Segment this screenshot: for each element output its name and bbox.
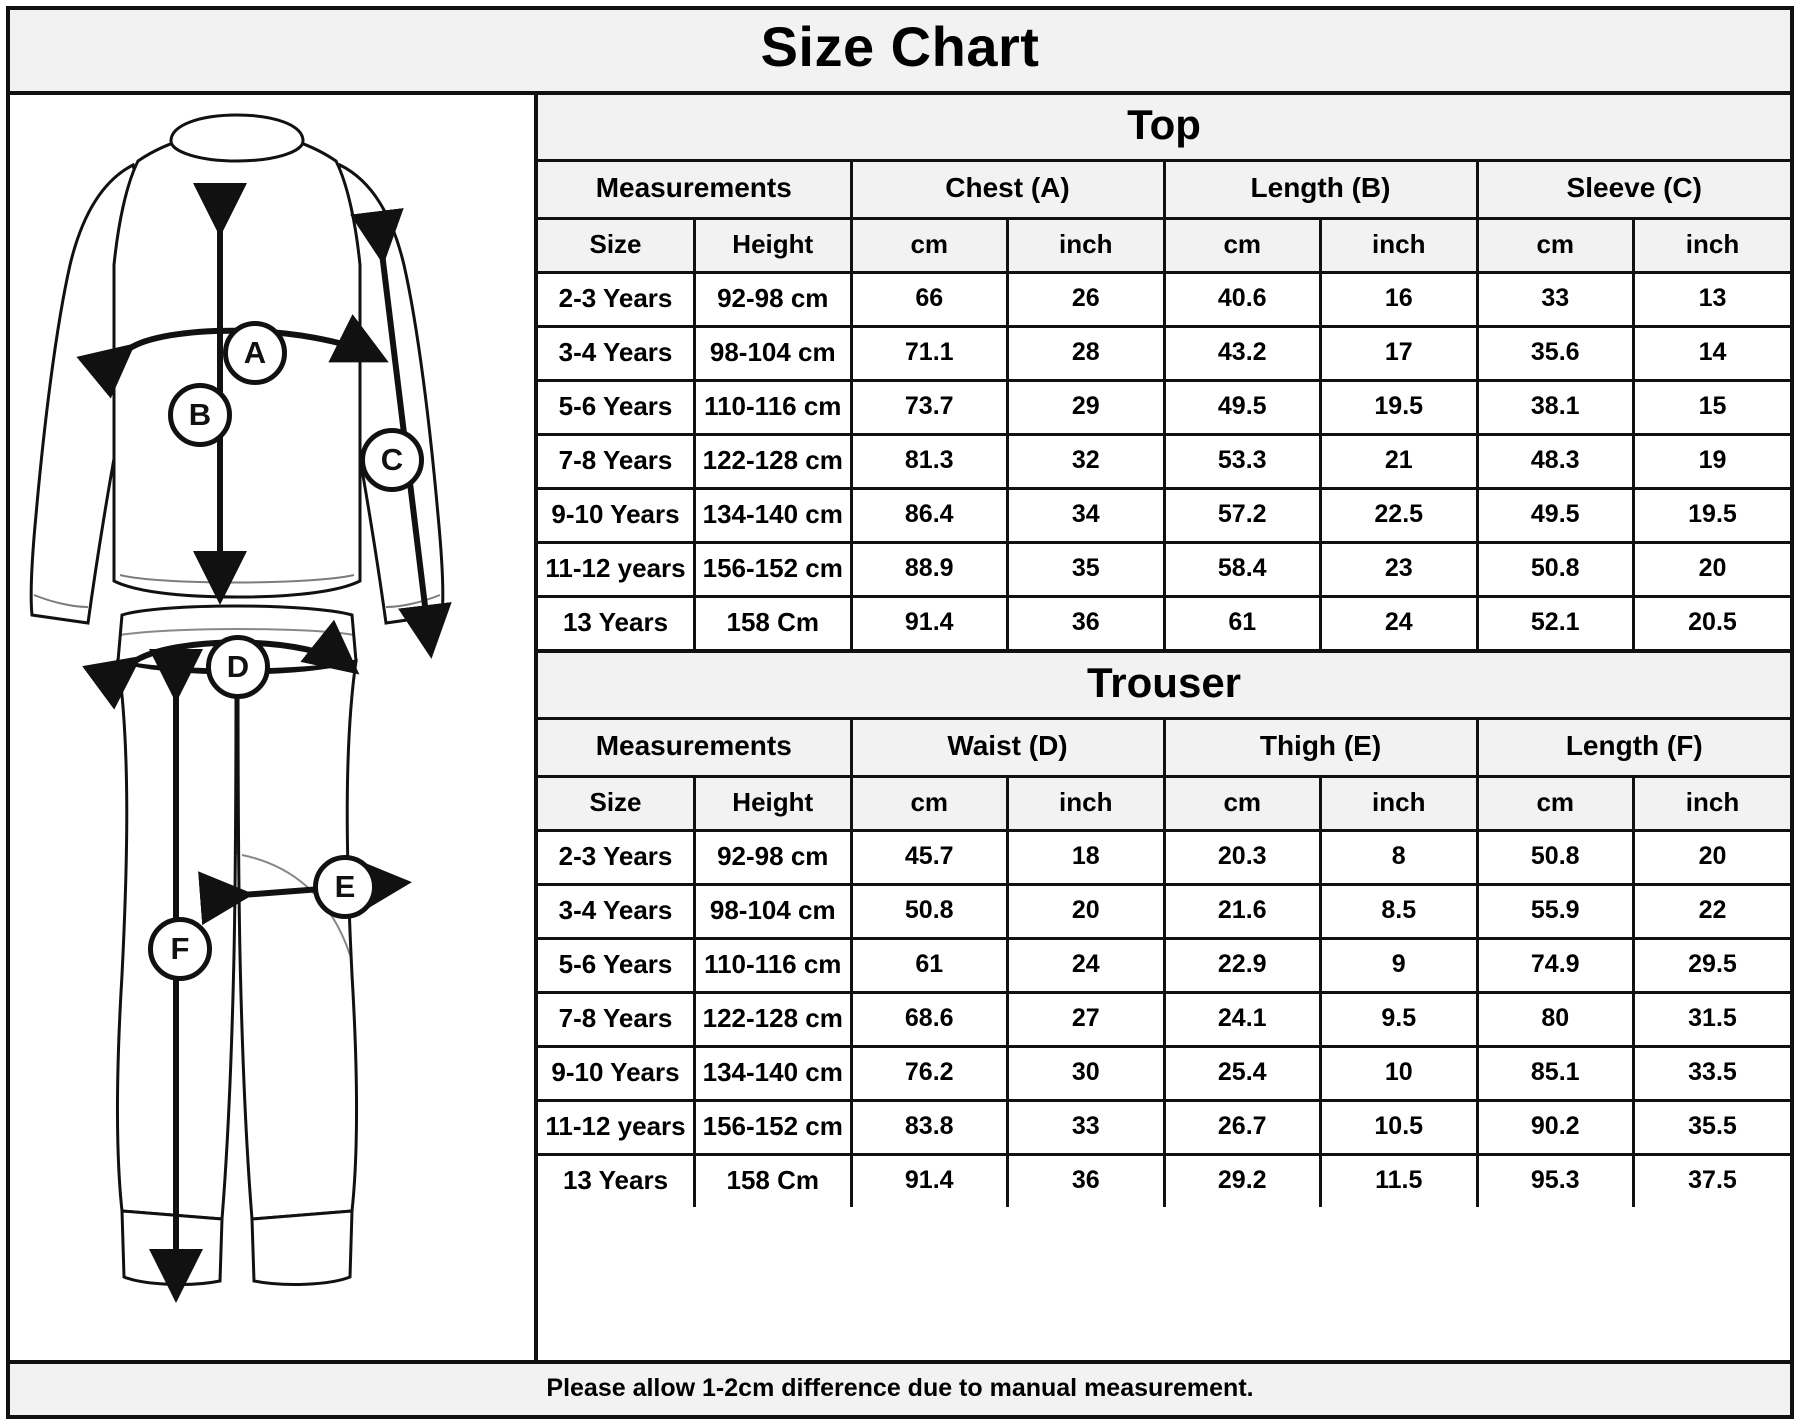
cell-thigh-cm: 22.9	[1164, 938, 1321, 992]
cell-length-cm: 40.6	[1164, 272, 1321, 326]
cell-chest-inch: 35	[1008, 542, 1165, 596]
chart-frame	[6, 6, 1794, 1419]
cell-sleeve-inch: 20.5	[1634, 596, 1791, 649]
cell-length-cm: 57.2	[1164, 488, 1321, 542]
table-row	[538, 938, 1790, 992]
cell-waist-cm: 91.4	[851, 1154, 1008, 1207]
sub-length-inch: inch	[1321, 218, 1478, 272]
cell-chest-cm: 88.9	[851, 542, 1008, 596]
table-group-header-row	[538, 720, 1790, 777]
cell-length-cm: 80	[1477, 992, 1634, 1046]
cell-chest-inch: 28	[1008, 326, 1165, 380]
group-length: Length (F)	[1477, 720, 1790, 777]
group-measurements: Measurements	[538, 720, 851, 777]
top-size-table	[538, 162, 1790, 649]
cell-chest-inch: 36	[1008, 596, 1165, 649]
table-row	[538, 434, 1790, 488]
sub-thigh-inch: inch	[1321, 776, 1478, 830]
cell-size: 2-3 Years	[538, 272, 695, 326]
group-thigh: Thigh (E)	[1164, 720, 1477, 777]
cell-height: 156-152 cm	[695, 1100, 852, 1154]
cell-length-inch: 35.5	[1634, 1100, 1791, 1154]
table-row	[538, 542, 1790, 596]
cell-height: 134-140 cm	[695, 1046, 852, 1100]
cell-chest-cm: 66	[851, 272, 1008, 326]
table-row	[538, 488, 1790, 542]
table-sub-header-row	[538, 776, 1790, 830]
group-chest: Chest (A)	[851, 162, 1164, 219]
cell-size: 5-6 Years	[538, 380, 695, 434]
cell-chest-inch: 29	[1008, 380, 1165, 434]
cell-size: 2-3 Years	[538, 830, 695, 884]
cell-length-inch: 23	[1321, 542, 1478, 596]
cell-chest-inch: 34	[1008, 488, 1165, 542]
measure-badge-b: B	[168, 383, 232, 447]
sub-length-inch: inch	[1634, 776, 1791, 830]
cell-size: 7-8 Years	[538, 992, 695, 1046]
table-row	[538, 1046, 1790, 1100]
cell-length-inch: 31.5	[1634, 992, 1791, 1046]
cell-sleeve-inch: 19.5	[1634, 488, 1791, 542]
cell-thigh-inch: 9	[1321, 938, 1478, 992]
sub-sleeve-inch: inch	[1634, 218, 1791, 272]
sub-size: Size	[538, 776, 695, 830]
cell-size: 7-8 Years	[538, 434, 695, 488]
cell-thigh-inch: 10.5	[1321, 1100, 1478, 1154]
sub-size: Size	[538, 218, 695, 272]
measure-badge-e: E	[313, 855, 377, 919]
cell-length-inch: 37.5	[1634, 1154, 1791, 1207]
cell-height: 122-128 cm	[695, 992, 852, 1046]
cell-thigh-inch: 11.5	[1321, 1154, 1478, 1207]
cell-chest-cm: 71.1	[851, 326, 1008, 380]
table-row	[538, 1100, 1790, 1154]
sub-length-cm: cm	[1477, 776, 1634, 830]
group-length: Length (B)	[1164, 162, 1477, 219]
sub-chest-cm: cm	[851, 218, 1008, 272]
cell-height: 110-116 cm	[695, 380, 852, 434]
cell-chest-inch: 26	[1008, 272, 1165, 326]
page-title: Size Chart	[760, 15, 1040, 78]
cell-height: 122-128 cm	[695, 434, 852, 488]
cell-length-cm: 95.3	[1477, 1154, 1634, 1207]
cell-sleeve-cm: 48.3	[1477, 434, 1634, 488]
cell-length-cm: 49.5	[1164, 380, 1321, 434]
cell-length-inch: 22.5	[1321, 488, 1478, 542]
cell-length-cm: 85.1	[1477, 1046, 1634, 1100]
cell-waist-cm: 50.8	[851, 884, 1008, 938]
cell-waist-inch: 33	[1008, 1100, 1165, 1154]
cell-size: 13 Years	[538, 1154, 695, 1207]
measure-badge-d: D	[206, 635, 270, 699]
sub-waist-cm: cm	[851, 776, 1008, 830]
cell-height: 158 Cm	[695, 1154, 852, 1207]
cell-length-cm: 90.2	[1477, 1100, 1634, 1154]
cell-height: 98-104 cm	[695, 884, 852, 938]
cell-waist-cm: 83.8	[851, 1100, 1008, 1154]
cell-height: 98-104 cm	[695, 326, 852, 380]
cell-length-cm: 58.4	[1164, 542, 1321, 596]
cell-sleeve-cm: 49.5	[1477, 488, 1634, 542]
cell-chest-cm: 81.3	[851, 434, 1008, 488]
cell-sleeve-inch: 19	[1634, 434, 1791, 488]
cell-thigh-inch: 8	[1321, 830, 1478, 884]
cell-sleeve-inch: 13	[1634, 272, 1791, 326]
cell-height: 158 Cm	[695, 596, 852, 649]
sub-waist-inch: inch	[1008, 776, 1165, 830]
cell-chest-cm: 86.4	[851, 488, 1008, 542]
cell-thigh-cm: 21.6	[1164, 884, 1321, 938]
tables-column	[538, 95, 1790, 1360]
sub-height: Height	[695, 776, 852, 830]
cell-length-inch: 16	[1321, 272, 1478, 326]
cell-sleeve-cm: 38.1	[1477, 380, 1634, 434]
sub-thigh-cm: cm	[1164, 776, 1321, 830]
cell-thigh-cm: 26.7	[1164, 1100, 1321, 1154]
table-row	[538, 830, 1790, 884]
garment-drawing	[10, 95, 534, 1335]
measure-badge-c: C	[360, 428, 424, 492]
measure-badge-f: F	[148, 917, 212, 981]
cell-waist-inch: 20	[1008, 884, 1165, 938]
section-title-trouser: Trouser	[538, 649, 1790, 720]
cell-sleeve-inch: 14	[1634, 326, 1791, 380]
cell-chest-inch: 32	[1008, 434, 1165, 488]
cell-waist-inch: 18	[1008, 830, 1165, 884]
cell-thigh-cm: 29.2	[1164, 1154, 1321, 1207]
cell-length-inch: 33.5	[1634, 1046, 1791, 1100]
cell-length-inch: 17	[1321, 326, 1478, 380]
table-row	[538, 380, 1790, 434]
cell-length-cm: 53.3	[1164, 434, 1321, 488]
table-group-header-row	[538, 162, 1790, 219]
cell-waist-cm: 61	[851, 938, 1008, 992]
cell-waist-inch: 24	[1008, 938, 1165, 992]
cell-chest-cm: 91.4	[851, 596, 1008, 649]
cell-size: 3-4 Years	[538, 326, 695, 380]
cell-length-cm: 61	[1164, 596, 1321, 649]
cell-size: 11-12 years	[538, 542, 695, 596]
cell-sleeve-cm: 52.1	[1477, 596, 1634, 649]
cell-size: 5-6 Years	[538, 938, 695, 992]
table-row	[538, 596, 1790, 649]
cell-size: 3-4 Years	[538, 884, 695, 938]
group-measurements: Measurements	[538, 162, 851, 219]
garment-illustration	[10, 95, 538, 1360]
cell-waist-inch: 36	[1008, 1154, 1165, 1207]
cell-length-inch: 20	[1634, 830, 1791, 884]
trouser-table-wrap	[538, 720, 1790, 1207]
cell-thigh-inch: 8.5	[1321, 884, 1478, 938]
cell-thigh-cm: 24.1	[1164, 992, 1321, 1046]
group-sleeve: Sleeve (C)	[1477, 162, 1790, 219]
cell-thigh-inch: 9.5	[1321, 992, 1478, 1046]
cell-sleeve-inch: 15	[1634, 380, 1791, 434]
cell-thigh-cm: 20.3	[1164, 830, 1321, 884]
cell-thigh-cm: 25.4	[1164, 1046, 1321, 1100]
cell-height: 110-116 cm	[695, 938, 852, 992]
cell-length-cm: 43.2	[1164, 326, 1321, 380]
top-table-wrap	[538, 162, 1790, 649]
cell-length-cm: 50.8	[1477, 830, 1634, 884]
cell-length-inch: 21	[1321, 434, 1478, 488]
cell-thigh-inch: 10	[1321, 1046, 1478, 1100]
cell-height: 92-98 cm	[695, 272, 852, 326]
measure-badge-a: A	[223, 321, 287, 385]
cell-length-cm: 55.9	[1477, 884, 1634, 938]
cell-waist-cm: 45.7	[851, 830, 1008, 884]
section-title-top: Top	[538, 95, 1790, 162]
trouser-size-table	[538, 720, 1790, 1207]
title-bar	[10, 10, 1790, 95]
cell-sleeve-cm: 50.8	[1477, 542, 1634, 596]
cell-sleeve-cm: 35.6	[1477, 326, 1634, 380]
cell-length-cm: 74.9	[1477, 938, 1634, 992]
cell-sleeve-inch: 20	[1634, 542, 1791, 596]
cell-height: 92-98 cm	[695, 830, 852, 884]
cell-size: 9-10 Years	[538, 1046, 695, 1100]
cell-size: 13 Years	[538, 596, 695, 649]
group-waist: Waist (D)	[851, 720, 1164, 777]
table-sub-header-row	[538, 218, 1790, 272]
sub-sleeve-cm: cm	[1477, 218, 1634, 272]
footer-note: Please allow 1-2cm difference due to manual measurement.	[10, 1360, 1790, 1415]
cell-waist-inch: 30	[1008, 1046, 1165, 1100]
table-row	[538, 992, 1790, 1046]
cell-chest-cm: 73.7	[851, 380, 1008, 434]
cell-height: 134-140 cm	[695, 488, 852, 542]
table-row	[538, 272, 1790, 326]
cell-length-inch: 19.5	[1321, 380, 1478, 434]
sub-chest-inch: inch	[1008, 218, 1165, 272]
table-row	[538, 326, 1790, 380]
cell-length-inch: 24	[1321, 596, 1478, 649]
sub-length-cm: cm	[1164, 218, 1321, 272]
cell-sleeve-cm: 33	[1477, 272, 1634, 326]
cell-height: 156-152 cm	[695, 542, 852, 596]
table-row	[538, 884, 1790, 938]
cell-length-inch: 29.5	[1634, 938, 1791, 992]
cell-waist-cm: 68.6	[851, 992, 1008, 1046]
cell-size: 11-12 years	[538, 1100, 695, 1154]
table-row	[538, 1154, 1790, 1207]
cell-size: 9-10 Years	[538, 488, 695, 542]
cell-waist-inch: 27	[1008, 992, 1165, 1046]
cell-length-inch: 22	[1634, 884, 1791, 938]
chart-body	[10, 95, 1790, 1360]
cell-waist-cm: 76.2	[851, 1046, 1008, 1100]
sub-height: Height	[695, 218, 852, 272]
